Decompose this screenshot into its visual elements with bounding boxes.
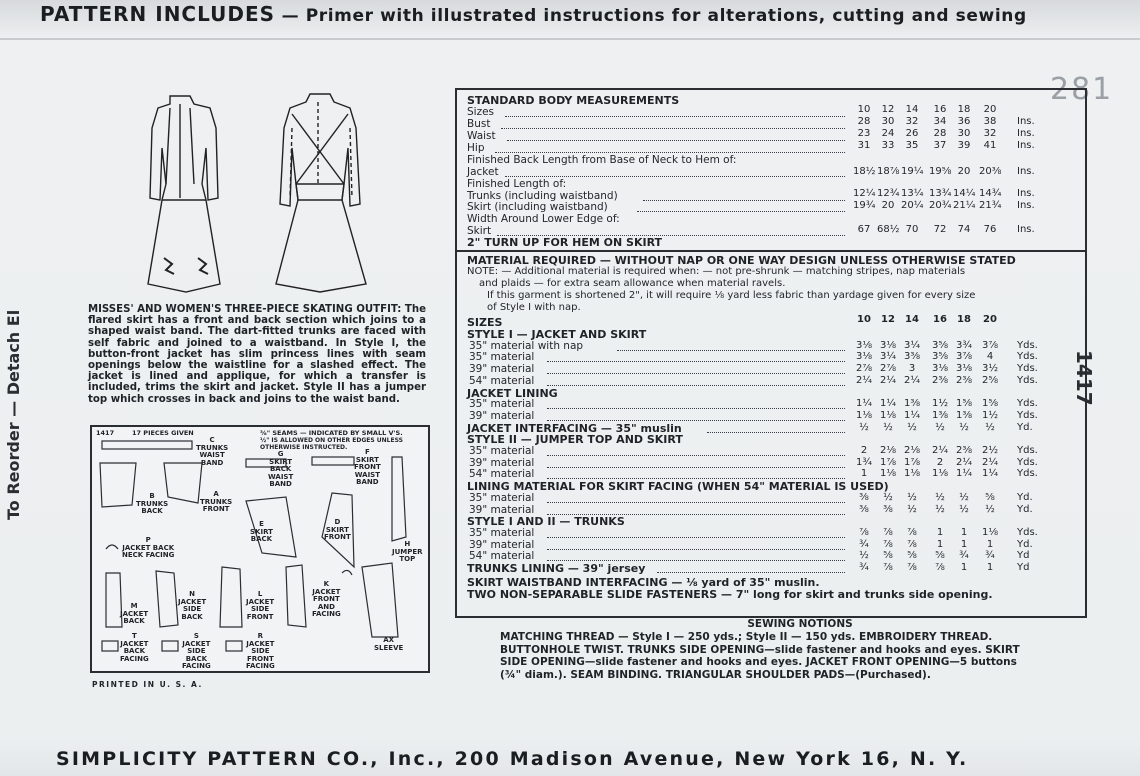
material-value: ¾ (959, 550, 969, 562)
measurement-value: 19¼ (901, 166, 924, 177)
dot-leader (707, 432, 845, 433)
measurement-value: 12¾ (877, 188, 900, 199)
printed-in-usa: PRINTED IN U. S. A. (92, 680, 203, 689)
material-value: 1 (960, 526, 968, 538)
material-row-label: 54" material (469, 374, 535, 387)
notions-line-3: SIDE OPENING—slide fastener and hooks and eyes. JACKET FRONT OPENING—5 buttons (500, 656, 1017, 669)
material-note-4: of Style I with nap. (487, 302, 581, 313)
material-value: ⅜ (859, 503, 869, 515)
measurement-value: 14¼ (953, 188, 976, 199)
material-unit: Yd. (1017, 491, 1033, 503)
dot-leader (617, 350, 845, 351)
measurement-value: 30 (957, 128, 971, 139)
material-value: 1½ (981, 409, 999, 421)
material-value: 1⅛ (879, 409, 897, 421)
material-row-label: 35" material with nap (469, 339, 584, 352)
size-header: 18 (957, 104, 971, 115)
dot-leader (643, 200, 845, 201)
material-value: ⅞ (883, 538, 893, 550)
trunks-length-label: Trunks (including waistband) (467, 190, 618, 202)
waist-label: Waist (467, 130, 496, 142)
piece-c-trunks-waist-band: C TRUNKS WAIST BAND (196, 436, 229, 467)
material-value: ½ (883, 491, 893, 503)
piece-l-jacket-side-front: L JACKET SIDE FRONT (246, 590, 275, 621)
dot-leader (547, 467, 845, 468)
material-sizes-label: SIZES (467, 316, 503, 329)
dot-leader (547, 373, 845, 374)
size-header: 20 (983, 104, 997, 115)
material-value: 1 (960, 538, 968, 550)
material-value: 1 (986, 538, 994, 550)
notions-line-4: (¾" diam.). SEAM BINDING. TRIANGULAR SHOULDER PADS—(Purchased). (500, 669, 931, 682)
box-divider (457, 250, 1085, 252)
measurement-unit: Ins. (1017, 116, 1035, 127)
material-size-header: 18 (957, 314, 971, 325)
material-row-label: 35" material (469, 491, 535, 504)
material-value: ½ (959, 421, 969, 433)
material-unit: Yd (1017, 550, 1030, 562)
material-value: 4 (986, 351, 994, 363)
material-value: 1⅛ (855, 409, 873, 421)
material-value: ½ (859, 550, 869, 562)
measurement-value: 30 (881, 116, 895, 127)
dot-leader (505, 116, 845, 117)
material-row-label: 39" material (469, 409, 535, 422)
pattern-description: MISSES' AND WOMEN'S THREE-PIECE SKATING OUTFIT: The flared skirt has a front and back section which joins to a shaped waist band. The dart-fitted trunks are faced with self fabric and joined to a waistband. In Style I, the button-front jacket has slim princess lines with seam openings below the waistline for a slashed effect. The jacket is lined and applique, for which a transfer is included, trims the skirt and jacket. Style II has a jumper top which crosses in back and joins to the waist band. (88, 304, 426, 405)
material-value: 2¼ (955, 456, 973, 468)
material-unit: Yd (1017, 562, 1030, 573)
material-value: 1¼ (855, 398, 873, 410)
skirt-length-label: Skirt (including waistband) (467, 201, 608, 213)
measurements-title: STANDARD BODY MEASUREMENTS (467, 94, 680, 107)
waistband-interfacing: SKIRT WAISTBAND INTERFACING — ⅛ yard of 35" muslin. (467, 576, 820, 589)
fold-line (0, 38, 1140, 40)
material-value: 1⅞ (879, 456, 897, 468)
measurement-value: 21¾ (979, 200, 1002, 211)
piece-s-jacket-side-back-facing: S JACKET SIDE BACK FACING (182, 632, 211, 670)
material-value: 2⅝ (981, 374, 999, 386)
material-value: ⅜ (859, 491, 869, 503)
measurement-unit: Ins. (1017, 224, 1035, 235)
notions-line-1: MATCHING THREAD — Style I — 250 yds.; Style II — 150 yds. EMBROIDERY THREAD. (500, 630, 993, 643)
material-row-label: 39" material (469, 503, 535, 516)
material-section-title: STYLE I — JACKET AND SKIRT (467, 328, 647, 341)
measurement-value: 41 (983, 140, 997, 151)
dot-leader (547, 537, 845, 538)
diagram-seams-note: ⅜" SEAMS — INDICATED BY SMALL V'S. (260, 429, 403, 437)
material-section-title: LINING MATERIAL FOR SKIRT FACING (WHEN 54" MATERIAL IS USED) (467, 480, 889, 494)
company-footer: SIMPLICITY PATTERN CO., Inc., 200 Madison Avenue, New York 16, N. Y. (56, 748, 969, 770)
size-header: 10 (857, 104, 871, 115)
back-length-label: Finished Back Length from Base of Neck to Hem of: (467, 154, 737, 166)
material-value: ⅞ (907, 562, 917, 573)
measurement-value: 67 (857, 224, 871, 235)
piece-h-jumper-top: H JUMPER TOP (392, 540, 423, 563)
material-value: 3⅞ (955, 351, 973, 363)
material-note-1: NOTE: — Additional material is required when: — not pre-shrunk — matching stripes, nap materials (467, 266, 966, 277)
material-row-label: 35" material (469, 445, 535, 457)
material-note-2: and plaids — for extra seam allowance when material ravels. (479, 278, 786, 289)
material-value: 1 (936, 538, 944, 550)
material-unit: Yds. (1017, 339, 1038, 351)
piece-ax-sleeve: AX SLEEVE (374, 636, 404, 652)
material-value: 3 (908, 363, 916, 375)
material-value: ¾ (985, 550, 995, 562)
measurement-value: 20¼ (901, 200, 924, 211)
measurement-value: 26 (905, 128, 919, 139)
material-value: ⅞ (907, 526, 917, 538)
material-row-label: 39" material (469, 363, 535, 376)
sewing-notions (500, 618, 1060, 682)
material-value: ½ (907, 421, 917, 433)
material-unit: Yd. (1017, 538, 1033, 550)
material-unit: Yd. (1017, 421, 1033, 433)
material-value: 2⅞ (879, 363, 897, 375)
material-value: 1¼ (879, 398, 897, 410)
measurement-value: 14¾ (979, 188, 1002, 199)
material-value: 3⅜ (903, 351, 921, 363)
material-size-header: 10 (857, 314, 871, 325)
material-value: 3¾ (955, 339, 973, 351)
sizes-label: Sizes (467, 106, 495, 118)
measurement-value: 68½ (877, 224, 900, 235)
measurement-value: 70 (905, 224, 919, 235)
material-value: ½ (985, 421, 995, 433)
measurement-value: 20 (881, 200, 895, 211)
bust-label: Bust (467, 118, 491, 130)
material-unit: Yds. (1017, 398, 1038, 410)
material-value: 1⅛ (981, 526, 999, 538)
material-unit: Yds. (1017, 456, 1038, 468)
material-value: 2⅞ (855, 363, 873, 375)
measurement-value: 33 (881, 140, 895, 151)
material-value: 3⅛ (855, 339, 873, 351)
material-value: ½ (935, 421, 945, 433)
diagram-seams-note-2: ½" IS ALLOWED ON OTHER EDGES UNLESS OTHERWISE INSTRUCTED. (260, 437, 403, 451)
pencil-pattern-number: 281 (1050, 72, 1114, 107)
measurement-value: 28 (933, 128, 947, 139)
piece-a-trunks-front: A TRUNKS FRONT (200, 490, 233, 513)
header (40, 2, 1140, 34)
material-row-label: TRUNKS LINING — 39" jersey (467, 562, 646, 575)
measurements-and-materials-box (455, 88, 1087, 618)
measurement-value: 28 (857, 116, 871, 127)
material-value: 1½ (931, 398, 949, 410)
hem-note: 2" TURN UP FOR HEM ON SKIRT (467, 236, 663, 249)
material-value: 1¾ (855, 456, 873, 468)
piece-e-skirt-back: E SKIRT BACK (250, 520, 273, 543)
measurement-value: 76 (983, 224, 997, 235)
measurement-value: 38 (983, 116, 997, 127)
material-unit: Yds. (1017, 468, 1038, 480)
jacket-length-label: Jacket (467, 166, 499, 178)
material-value: 1 (986, 562, 994, 573)
material-value: 3½ (981, 363, 999, 375)
measurement-value: 23 (857, 128, 871, 139)
material-value: 2⅜ (955, 374, 973, 386)
width-label: Width Around Lower Edge of: (467, 213, 620, 225)
material-value: 3⅝ (931, 351, 949, 363)
material-value: 1 (860, 468, 868, 480)
material-value: 1⅛ (879, 468, 897, 480)
material-size-header: 20 (983, 314, 997, 325)
material-value: 3⅛ (879, 339, 897, 351)
material-value: ¾ (859, 562, 869, 573)
material-value: ½ (859, 421, 869, 433)
material-unit: Yds. (1017, 351, 1038, 363)
material-value: ½ (959, 503, 969, 515)
material-value: 1¼ (981, 468, 999, 480)
dot-leader (547, 455, 845, 456)
measurement-value: 34 (933, 116, 947, 127)
piece-d-skirt-front: D SKIRT FRONT (324, 518, 351, 541)
material-value: 1⅜ (931, 409, 949, 421)
dot-leader (501, 128, 845, 129)
material-value: ½ (985, 503, 995, 515)
measurement-value: 35 (905, 140, 919, 151)
material-value: ½ (907, 491, 917, 503)
style-two-drawing (276, 94, 366, 292)
material-value: 2⅜ (955, 445, 973, 456)
material-row-label: 35" material (469, 398, 535, 411)
material-size-header: 12 (881, 314, 895, 325)
material-value: ½ (883, 421, 893, 433)
material-value: ⅞ (859, 526, 869, 538)
dot-leader (547, 408, 845, 409)
material-row-label: 35" material (469, 351, 535, 364)
material-value: 3⅛ (955, 363, 973, 375)
material-section-title: STYLE I AND II — TRUNKS (467, 515, 625, 529)
measurement-value: 19¾ (853, 200, 876, 211)
notions-line-2: BUTTONHOLE TWIST. TRUNKS SIDE OPENING—slide fastener and hooks and eyes. SKIRT (500, 643, 1020, 656)
material-value: 1⅝ (981, 398, 999, 410)
measurement-value: 19⅝ (929, 166, 952, 177)
material-value: ⅝ (985, 491, 995, 503)
material-section-title: JACKET LINING (467, 386, 558, 400)
dot-leader (547, 361, 845, 362)
material-value: 1¼ (903, 409, 921, 421)
material-value: 2¼ (903, 374, 921, 386)
measurement-value: 36 (957, 116, 971, 127)
material-value: ½ (907, 503, 917, 515)
material-value: ⅜ (883, 503, 893, 515)
material-value: 1⅛ (903, 468, 921, 480)
material-value: ⅝ (907, 550, 917, 562)
material-value: ½ (959, 491, 969, 503)
material-note-3: If this garment is shortened 2", it will require ⅛ yard less fabric than yardage given for every size (487, 290, 976, 301)
material-size-header: 14 (905, 314, 919, 325)
material-value: 2¼ (855, 374, 873, 386)
measurement-value: 12¼ (853, 188, 876, 199)
measurement-value: 39 (957, 140, 971, 151)
notions-title: SEWING NOTIONS (747, 618, 853, 630)
material-unit: Yd. (1017, 503, 1033, 515)
material-row-label: 54" material (469, 468, 535, 481)
garment-illustrations (128, 88, 378, 298)
size-header: 16 (933, 104, 947, 115)
size-header: 14 (905, 104, 919, 115)
slide-fasteners: TWO NON-SEPARABLE SLIDE FASTENERS — 7" long for skirt and trunks side opening. (467, 588, 993, 601)
material-value: 1 (960, 562, 968, 573)
material-value: ⅝ (935, 550, 945, 562)
piece-k-jacket-front-and-facing: K JACKET FRONT AND FACING (312, 580, 341, 618)
measurement-unit: Ins. (1017, 166, 1035, 177)
material-value: 1⅝ (955, 398, 973, 410)
dot-leader (547, 385, 845, 386)
header-title: PATTERN INCLUDES (40, 2, 276, 26)
pattern-pieces-diagram (90, 425, 430, 673)
size-header: 12 (881, 104, 895, 115)
material-value: 2 (936, 456, 944, 468)
material-value: 2⅛ (903, 445, 921, 456)
dot-leader (507, 140, 845, 141)
material-value: ⅞ (907, 538, 917, 550)
material-size-header: 16 (933, 314, 947, 325)
material-row-label: 39" material (469, 456, 535, 469)
dot-leader (657, 572, 845, 573)
material-value: 2¼ (931, 445, 949, 456)
piece-m-jacket-back: M JACKET BACK (120, 602, 149, 625)
material-unit: Yds. (1017, 526, 1038, 538)
piece-g-skirt-back-waist-band: G SKIRT BACK WAIST BAND (268, 450, 294, 488)
material-value: ½ (935, 503, 945, 515)
material-value: 3⅛ (931, 363, 949, 375)
material-value: 1⅜ (903, 398, 921, 410)
measurement-unit: Ins. (1017, 200, 1035, 211)
header-subtitle: — Primer with illustrated instructions for alterations, cutting and sewing (281, 6, 1027, 26)
measurement-value: 32 (905, 116, 919, 127)
measurement-value: 32 (983, 128, 997, 139)
piece-p-jacket-back-neck-facing: P JACKET BACK NECK FACING (122, 536, 175, 559)
finished-length-label: Finished Length of: (467, 178, 567, 190)
material-value: ¾ (859, 538, 869, 550)
material-value: 1 (936, 526, 944, 538)
material-value: 1⅜ (955, 409, 973, 421)
dot-leader (505, 176, 845, 177)
material-value: 2½ (981, 445, 999, 456)
dot-leader (637, 211, 845, 212)
material-unit: Yds. (1017, 363, 1038, 375)
material-value: 3⅛ (855, 351, 873, 363)
material-row-label: 54" material (469, 550, 535, 563)
style-one-drawing (148, 96, 220, 292)
material-value: ⅞ (883, 562, 893, 573)
material-value: 2⅛ (879, 445, 897, 456)
skirt-width-label: Skirt (467, 225, 492, 237)
material-row-label: 35" material (469, 526, 535, 539)
measurement-unit: Ins. (1017, 128, 1035, 139)
measurement-value: 37 (933, 140, 947, 151)
material-value: ⅞ (883, 526, 893, 538)
dot-leader (547, 502, 845, 503)
hip-label: Hip (467, 142, 485, 154)
measurement-value: 13¼ (901, 188, 924, 199)
material-value: ⅞ (935, 562, 945, 573)
material-unit: Yds. (1017, 445, 1038, 456)
reorder-label: To Reorder — Detach El (4, 309, 23, 520)
material-value: ⅝ (883, 550, 893, 562)
material-value: ½ (935, 491, 945, 503)
measurement-value: 20 (957, 166, 971, 177)
measurement-value: 24 (881, 128, 895, 139)
material-title: MATERIAL REQUIRED — WITHOUT NAP OR ONE WAY DESIGN UNLESS OTHERWISE STATED (467, 254, 1016, 267)
material-section-title: STYLE II — JUMPER TOP AND SKIRT (467, 433, 683, 447)
measurement-value: 18½ (853, 166, 876, 177)
piece-r-jacket-side-front-facing: R JACKET SIDE FRONT FACING (246, 632, 275, 670)
material-section-title: JACKET INTERFACING — 35" muslin (467, 421, 682, 435)
material-value: 1¼ (955, 468, 973, 480)
material-unit: Yds. (1017, 409, 1038, 421)
material-value: 2¼ (879, 374, 897, 386)
material-value: 1⅞ (903, 456, 921, 468)
material-value: 3¼ (903, 339, 921, 351)
dot-leader (547, 549, 845, 550)
piece-f-skirt-front-waist-band: F SKIRT FRONT WAIST BAND (354, 448, 381, 486)
measurement-value: 18⅞ (877, 166, 900, 177)
material-value: 1⅛ (931, 468, 949, 480)
measurement-value: 31 (857, 140, 871, 151)
material-row-label: 39" material (469, 538, 535, 551)
measurement-value: 21¼ (953, 200, 976, 211)
piece-b-trunks-back: B TRUNKS BACK (136, 492, 169, 515)
material-value: 2⅜ (931, 374, 949, 386)
measurement-value: 74 (957, 224, 971, 235)
material-value: 2 (860, 445, 868, 456)
piece-t-jacket-back-facing: T JACKET BACK FACING (120, 632, 149, 663)
side-pattern-number: 1417 (1072, 350, 1096, 406)
material-value: 3⅝ (931, 339, 949, 351)
measurement-value: 72 (933, 224, 947, 235)
dot-leader (495, 152, 845, 153)
piece-n-jacket-side-back: N JACKET SIDE BACK (178, 590, 207, 621)
measurement-value: 20¾ (929, 200, 952, 211)
material-value: 2¼ (981, 456, 999, 468)
material-value: 3¼ (879, 351, 897, 363)
diagram-pieces-given: 17 PIECES GIVEN (132, 429, 194, 437)
diagram-pattern-no: 1417 (96, 429, 115, 437)
material-unit: Yds. (1017, 374, 1038, 386)
measurement-unit: Ins. (1017, 140, 1035, 151)
measurement-value: 20⅜ (979, 166, 1002, 177)
measurement-value: 13¾ (929, 188, 952, 199)
measurement-unit: Ins. (1017, 188, 1035, 199)
material-value: 3⅞ (981, 339, 999, 351)
